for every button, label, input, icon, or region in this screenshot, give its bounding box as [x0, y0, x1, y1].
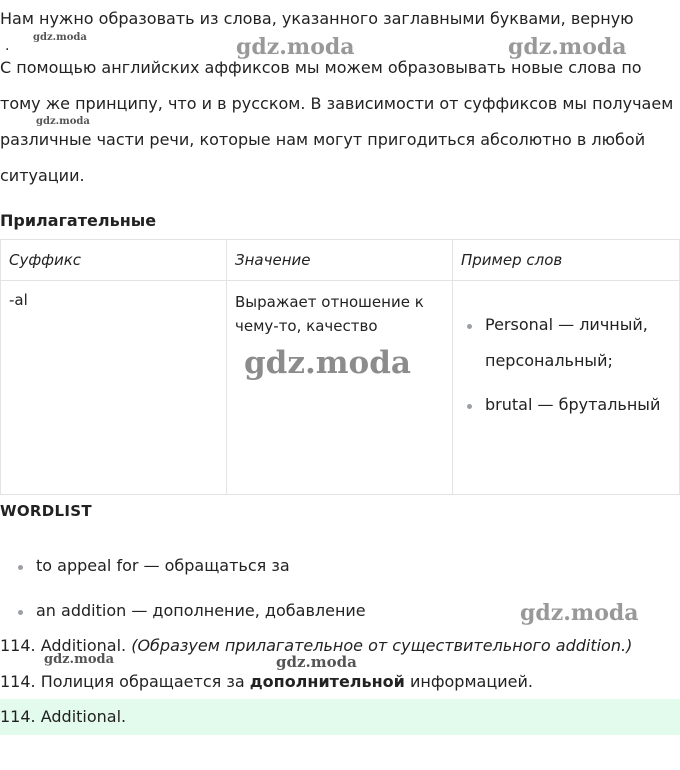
final-answer-box — [0, 699, 680, 735]
examples-list — [461, 281, 679, 423]
intro-line-2: С помощью английских аффиксов мы можем образовывать новые слова по — [0, 58, 642, 77]
watermark: gdz.moda — [33, 32, 87, 43]
answer-line-2 — [0, 672, 533, 692]
suffix-value: -al — [9, 291, 28, 309]
watermark: gdz.moda — [236, 34, 355, 60]
cell-suffix — [1, 281, 227, 495]
final-answer: 114. Additional. — [0, 707, 127, 726]
intro-dot: . — [5, 38, 10, 54]
watermark: gdz.moda — [244, 345, 411, 381]
watermark: gdz.moda — [508, 34, 627, 60]
watermark: gdz.moda — [520, 600, 639, 626]
meaning-value: Выражает отношение к чему-то, качество — [235, 293, 424, 335]
cell-examples — [453, 281, 680, 495]
list-item: to appeal for — обращаться за — [36, 548, 366, 584]
table-row — [1, 281, 680, 495]
header-meaning: Значение — [227, 240, 453, 281]
watermark: gdz.moda — [44, 652, 115, 667]
table-header-row — [1, 240, 680, 281]
watermark: gdz.moda — [36, 116, 90, 127]
example-2: brutal — брутальный — [485, 395, 661, 414]
wordlist-heading: WORDLIST — [0, 502, 92, 520]
adjectives-heading: Прилагательные — [0, 211, 157, 230]
intro-line-3: тому же принципу, что и в русском. В зависимости от суффиксов мы получаем — [0, 94, 674, 113]
example-1: Personal — личный, персональный; — [485, 315, 648, 370]
wordlist — [0, 548, 366, 638]
answer-main: 114. Additional. — [0, 636, 132, 655]
answer2-bold: дополнительной — [249, 672, 405, 691]
cell-meaning — [227, 281, 453, 495]
list-item — [485, 307, 679, 379]
header-examples: Пример слов — [453, 240, 680, 281]
header-suffix: Суффикс — [1, 240, 227, 281]
watermark: gdz.moda — [276, 653, 357, 671]
answer2-after: информацией. — [404, 672, 533, 691]
intro-line-1: Нам нужно образовать из слова, указанного заглавными буквами, верную — [0, 9, 634, 28]
answer2-before: 114. Полиция обращается за — [0, 672, 250, 691]
list-item — [485, 387, 679, 423]
intro-line-4: различные части речи, которые нам могут пригодиться абсолютно в любой — [0, 130, 646, 149]
answer-note: (Образуем прилагательное от существительного addition.) — [131, 636, 633, 655]
intro-line-5: ситуации. — [0, 166, 85, 185]
list-item: an addition — дополнение, добавление — [36, 593, 366, 629]
